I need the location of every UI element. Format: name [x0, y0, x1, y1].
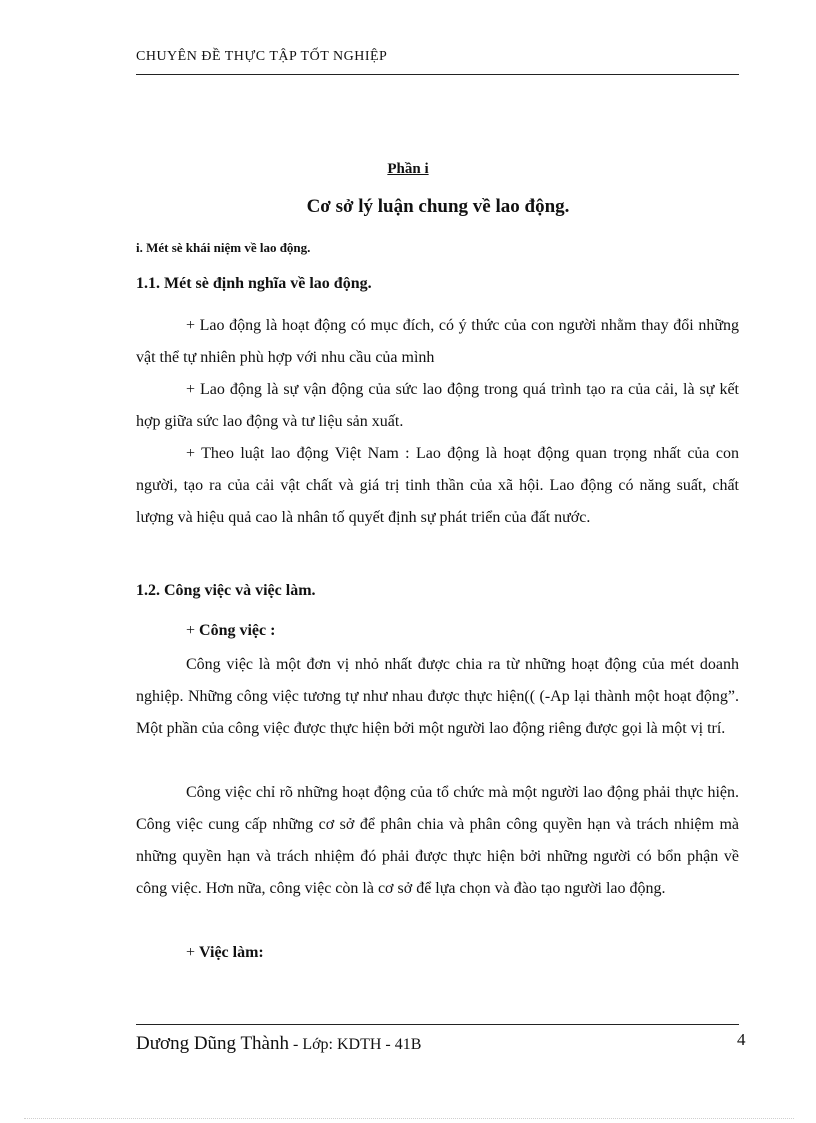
part-number: Phần i: [387, 161, 429, 177]
page-number: 4: [737, 1030, 746, 1049]
footer-rule: [136, 1024, 739, 1025]
running-header: CHUYÊN ĐỀ THỰC TẬP TỐT NGHIỆP: [136, 49, 388, 64]
paragraph-1-2-a: Công việc là một đơn vị nhỏ nhất được chia ra từ những hoạt động của mét doanh nghiệp. Những công việc tương tự như nhau được thực hiện(( (-Ap lại thành một hoạt động”. Một phần của công việc được thực hiện bởi một người lao động riêng được gọi là một vị trí.: [136, 656, 739, 737]
paragraph-1-1-a: + Lao động là hoạt động có mục đích, có ý thức của con người nhằm thay đổi những vật thể tự nhiên phù hợp với nhu cầu của mình: [136, 317, 739, 366]
item-viec-lam: + Việc làm:: [186, 944, 264, 961]
heading-1-1: 1.1. Mét sè định nghĩa về lao động.: [136, 275, 372, 292]
subheading: i. Mét sè khái niệm về lao động.: [136, 240, 311, 255]
part-title: Cơ sở lý luận chung về lao động.: [306, 196, 570, 217]
page-edge-dots: [24, 1118, 794, 1119]
paragraph-1-2-b: Công việc chỉ rõ những hoạt động của tổ chức mà một người lao động phải thực hiện. Công việc cung cấp những cơ sở để phân chia và phân công quyền hạn và trách nhiệm mà những quyền hạn và trách nhiệm đó phải được thực hiện bởi những người có bổn phận về công việc. Hơn nữa, công việc còn là cơ sở để lựa chọn và đào tạo người lao động.: [136, 784, 739, 897]
footer-author: Dương Dũng Thành - Lớp: KDTH - 41B: [136, 1033, 422, 1054]
item-cong-viec: + Công việc :: [186, 622, 276, 639]
paragraph-1-1-c: + Theo luật lao động Việt Nam : Lao động là hoạt động quan trọng nhất của con người, tạo ra của cải vật chất và giá trị tinh thần của xã hội. Lao động có năng suất, chất lượng và hiệu quả cao là nhân tố quyết định sự phát triển của đất nước.: [136, 445, 739, 526]
header-rule: [136, 74, 739, 75]
paragraph-1-1-b: + Lao động là sự vận động của sức lao động trong quá trình tạo ra của cải, là sự kết hợp giữa sức lao động và tư liệu sản xuất.: [136, 381, 739, 430]
heading-1-2: 1.2. Công việc và việc làm.: [136, 582, 316, 599]
footer-class: - Lớp: KDTH - 41B: [288, 1036, 422, 1053]
